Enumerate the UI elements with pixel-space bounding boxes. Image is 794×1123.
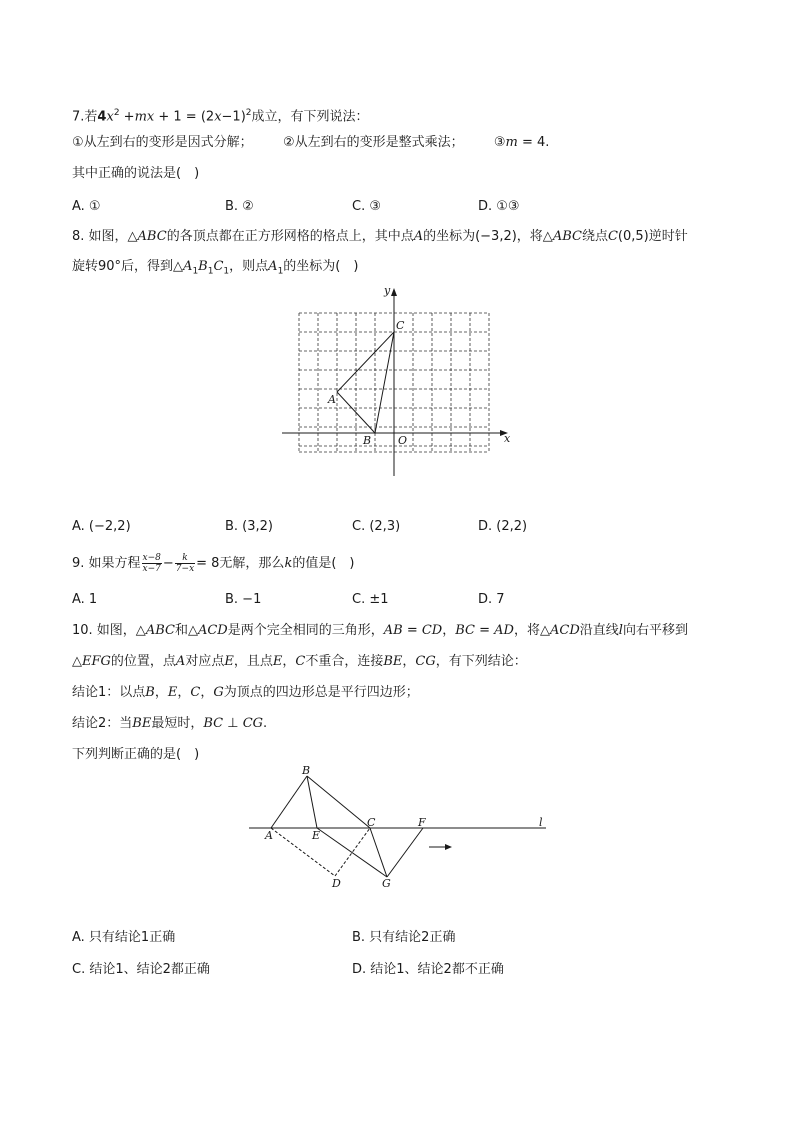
q7-statements bbox=[72, 134, 549, 152]
q7-stem: 7.若$4x^2 +mx + 1 = (2x-1)^2$成立，有下列说法： bbox=[72, 108, 369, 125]
q7-number: 7. bbox=[72, 109, 85, 125]
q9-option-c[interactable]: C. ±1 bbox=[352, 592, 389, 607]
q10-arrow bbox=[429, 844, 452, 850]
q9-option-b[interactable]: B. −1 bbox=[225, 592, 262, 607]
q10-dashed-segments bbox=[271, 828, 370, 876]
q8-grid-figure bbox=[278, 282, 518, 482]
q8-label-b: B bbox=[363, 434, 372, 447]
q8-label-y: y bbox=[384, 284, 391, 297]
q9-option-d[interactable]: D. 7 bbox=[478, 592, 505, 607]
q7-option-b[interactable]: B. ② bbox=[225, 199, 254, 214]
q10-figure bbox=[246, 764, 556, 894]
q8-option-a[interactable]: A. (−2,2) bbox=[72, 519, 131, 534]
q7-statement-3: ③m = 4. bbox=[493, 135, 550, 150]
q10-question: 下列判断正确的是( ) bbox=[72, 747, 200, 762]
q10-label-a: A bbox=[265, 829, 273, 842]
q9-stem: 9. 如果方程 $\frac{x-8}{x-7}$ − $\frac{k}{7-x}$ = 8无解，那么k的值是( ) bbox=[72, 553, 355, 574]
q9-fraction-2: $\frac{k}{7-x}$ bbox=[175, 553, 195, 574]
q8-label-o: O bbox=[398, 434, 408, 447]
q8-stem-line-2: 旋转90°后，得到$\triangle A_1B_1C_1$，则点$A_1$的坐标为( ) bbox=[72, 259, 359, 277]
q7-option-d[interactable]: D. ①③ bbox=[478, 199, 520, 214]
q8-option-c[interactable]: C. (2,3) bbox=[352, 519, 401, 534]
q8-axes bbox=[282, 288, 508, 476]
q8-triangle-abc bbox=[337, 332, 394, 433]
q10-conclusion-1: 结论1：以点B，E，C，G为顶点的四边形总是平行四边形； bbox=[72, 685, 419, 700]
q10-label-l: l bbox=[539, 816, 543, 829]
q8-stem-line-1: 8. 如图，△ABC的各顶点都在正方形网格的格点上，其中点A的坐标为(−3,2)，将△ABC绕点C(0,5)逆时针 bbox=[72, 229, 688, 244]
q7-statement-1: ①从左到右的变形是因式分解； bbox=[72, 135, 253, 150]
q10-solid-segments bbox=[271, 776, 423, 877]
q10-conclusion-2: 结论2：当BE最短时，BC ⊥ CG. bbox=[72, 716, 268, 731]
q9-option-a[interactable]: A. 1 bbox=[72, 592, 98, 607]
q10-label-c: C bbox=[367, 816, 376, 829]
q10-label-d: D bbox=[332, 877, 341, 890]
q10-stem-line-1: 10. 如图，△ABC和△ACD是两个完全相同的三角形，AB = CD，BC = AD，将△ACD沿直线l向右平移到 bbox=[72, 623, 688, 638]
q10-label-b: B bbox=[302, 764, 311, 777]
q7-statement-2: ②从左到右的变形是整式乘法； bbox=[282, 135, 464, 150]
q8-label-x: x bbox=[504, 432, 511, 445]
q10-option-a[interactable]: A. 只有结论1正确 bbox=[72, 930, 176, 945]
q7-option-c[interactable]: C. ③ bbox=[352, 199, 381, 214]
q7-question: 其中正确的说法是( ) bbox=[72, 166, 200, 181]
q8-label-c: C bbox=[396, 319, 405, 332]
q10-option-d[interactable]: D. 结论1、结论2都不正确 bbox=[352, 962, 504, 977]
q10-label-g: G bbox=[382, 877, 391, 890]
q10-option-b[interactable]: B. 只有结论2正确 bbox=[352, 930, 456, 945]
q9-fraction-1: $\frac{x-8}{x-7}$ bbox=[142, 553, 161, 574]
q7-option-a[interactable]: A. ① bbox=[72, 199, 101, 214]
q8-option-b[interactable]: B. (3,2) bbox=[225, 519, 274, 534]
q10-stem-line-2: △EFG的位置，点A对应点E，且点E，C不重合，连接BE，CG，有下列结论： bbox=[72, 654, 527, 669]
q8-label-a: A bbox=[328, 393, 336, 406]
q10-label-e: E bbox=[312, 829, 321, 842]
q8-option-d[interactable]: D. (2,2) bbox=[478, 519, 528, 534]
q10-option-c[interactable]: C. 结论1、结论2都正确 bbox=[72, 962, 210, 977]
q10-label-f: F bbox=[418, 816, 426, 829]
